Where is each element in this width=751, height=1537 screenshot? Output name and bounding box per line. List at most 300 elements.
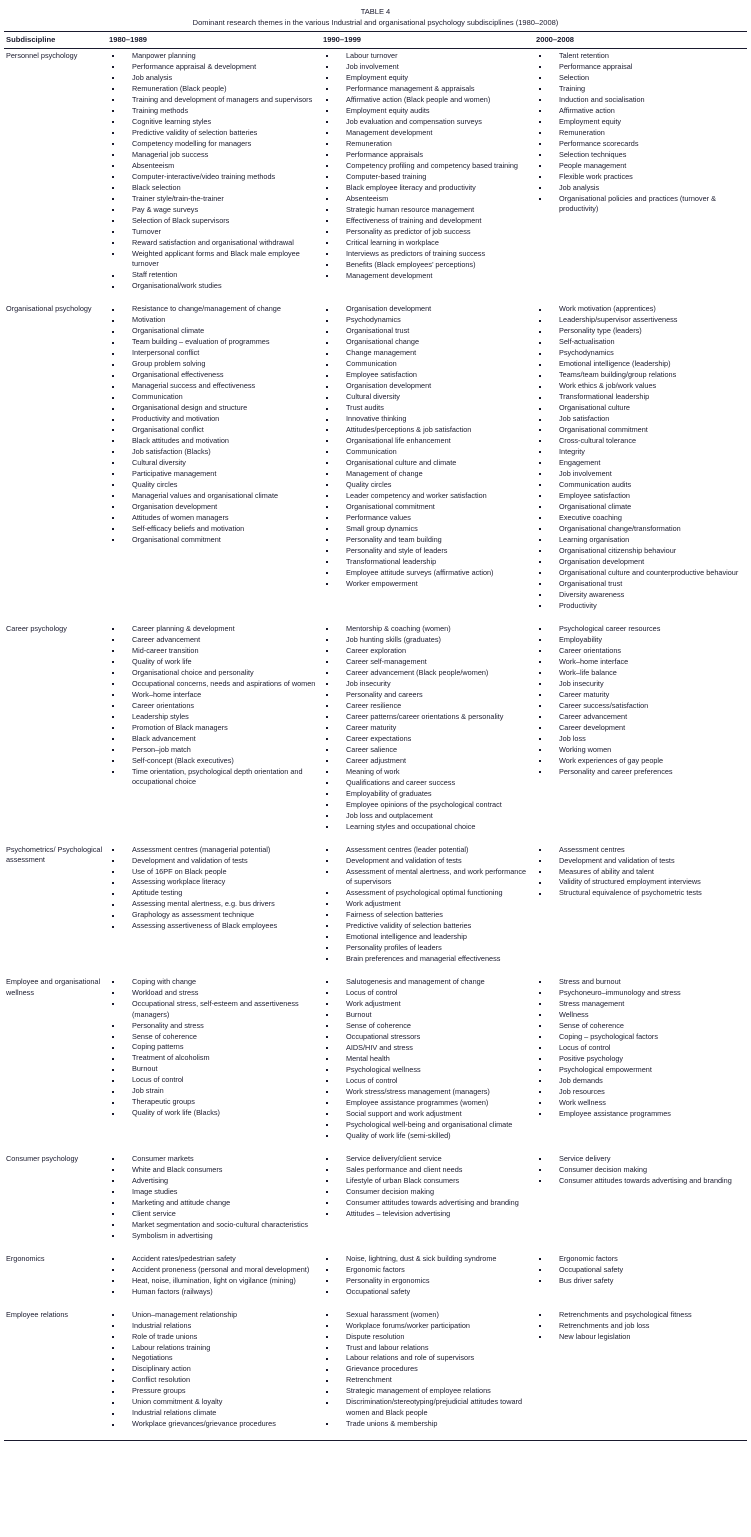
theme-item: Worker empowerment [323, 579, 532, 590]
theme-item: Learning styles and occupational choice [323, 822, 532, 833]
theme-item: Organisation development [536, 557, 745, 568]
themes-cell-period-2 [321, 49, 534, 303]
theme-item: Predictive validity of selection batteries [109, 128, 319, 139]
theme-item: Career patterns/career orientations & personality [323, 712, 532, 723]
theme-item: Employability [536, 635, 745, 646]
subdiscipline-cell: Employee relations [6, 1309, 69, 1319]
theme-item: Personality profiles of leaders [323, 943, 532, 954]
theme-item: Performance scorecards [536, 139, 745, 150]
theme-item: Communication [109, 392, 319, 403]
theme-item: Noise, lightning, dust & sick building syndrome [323, 1254, 532, 1265]
themes-cell-period-3 [534, 49, 747, 303]
theme-item: Sales performance and client needs [323, 1165, 532, 1176]
themes-list [323, 1154, 532, 1220]
theme-item: Teams/team building/group relations [536, 370, 745, 381]
theme-item: Role of trade unions [109, 1332, 319, 1343]
themes-list [536, 1254, 745, 1287]
theme-item: Job insecurity [536, 679, 745, 690]
theme-item: Organisational change [323, 337, 532, 348]
theme-item: Self-concept (Black executives) [109, 756, 319, 767]
theme-item: Small group dynamics [323, 524, 532, 535]
theme-item: Career advancement [536, 712, 745, 723]
themes-cell-period-3 [534, 1152, 747, 1252]
theme-item: Organisational design and structure [109, 403, 319, 414]
themes-cell-period-2 [321, 1308, 534, 1441]
theme-item: Organisational commitment [536, 425, 745, 436]
theme-item: Quality of work life (semi-skilled) [323, 1131, 532, 1142]
theme-item: Organisational trust [323, 326, 532, 337]
theme-item: Employee satisfaction [323, 370, 532, 381]
theme-item: Self-actualisation [536, 337, 745, 348]
theme-item: Affirmative action [536, 106, 745, 117]
theme-item: Psychoneuro–immunology and stress [536, 988, 745, 999]
theme-item: Employability of graduates [323, 789, 532, 800]
theme-item: Service delivery [536, 1154, 745, 1165]
theme-item: Computer-based training [323, 172, 532, 183]
themes-cell-period-1 [107, 1252, 321, 1308]
themes-cell-period-2 [321, 843, 534, 975]
themes-list [536, 845, 745, 900]
theme-item: Measures of ability and talent [536, 867, 745, 878]
subdiscipline-cell: Personnel psychology [6, 51, 78, 60]
theme-item: Pay & wage surveys [109, 205, 319, 216]
theme-item: Remuneration (Black people) [109, 84, 319, 95]
theme-item: Sense of coherence [536, 1021, 745, 1032]
theme-item: Staff retention [109, 270, 319, 281]
theme-item: Trainer style/train-the-trainer [109, 194, 319, 205]
theme-item: Organisational choice and personality [109, 668, 319, 679]
themes-list [536, 51, 745, 215]
theme-item: Competency profiling and competency based training [323, 161, 532, 172]
theme-item: Induction and socialisation [536, 95, 745, 106]
theme-item: Person–job match [109, 745, 319, 756]
theme-item: Market segmentation and socio-cultural characteristics [109, 1220, 319, 1231]
theme-item: Locus of control [536, 1043, 745, 1054]
theme-item: Performance values [323, 513, 532, 524]
column-header-period-2: 1990–1999 [323, 35, 362, 44]
theme-item: Employment equity audits [323, 106, 532, 117]
theme-item: Group problem solving [109, 359, 319, 370]
themes-cell-period-1 [107, 302, 321, 622]
theme-item: Personality and team building [323, 535, 532, 546]
theme-item: Assessment of mental alertness, and work performance of supervisors [323, 867, 532, 888]
theme-item: Job satisfaction (Blacks) [109, 447, 319, 458]
theme-item: Employee opinions of the psychological contract [323, 800, 532, 811]
theme-item: Quality circles [109, 480, 319, 491]
theme-item: Retrenchments and psychological fitness [536, 1310, 745, 1321]
theme-item: Leadership/supervisor assertiveness [536, 315, 745, 326]
theme-item: Black attitudes and motivation [109, 436, 319, 447]
theme-item: White and Black consumers [109, 1165, 319, 1176]
theme-item: Occupational stress, self-esteem and assertiveness (managers) [109, 999, 319, 1020]
theme-item: Heat, noise, illumination, light on vigilance (mining) [109, 1276, 319, 1287]
theme-item: Remuneration [536, 128, 745, 139]
theme-item: Organisational/work studies [109, 281, 319, 292]
theme-item: Employee assistance programmes (women) [323, 1098, 532, 1109]
theme-item: Performance management & appraisals [323, 84, 532, 95]
theme-item: Development and validation of tests [536, 856, 745, 867]
theme-item: Transformational leadership [536, 392, 745, 403]
research-themes-table [4, 31, 747, 1440]
theme-item: Transformational leadership [323, 557, 532, 568]
theme-item: Assessment centres (leader potential) [323, 845, 532, 856]
theme-item: Organisation development [109, 502, 319, 513]
themes-list [323, 1254, 532, 1298]
theme-item: Labour turnover [323, 51, 532, 62]
theme-item: Organisational culture and climate [323, 458, 532, 469]
theme-item: Job involvement [323, 62, 532, 73]
theme-item: Career development [536, 723, 745, 734]
table-row [4, 1152, 747, 1252]
theme-item: Communication audits [536, 480, 745, 491]
themes-cell-period-3 [534, 302, 747, 622]
theme-item: Training [536, 84, 745, 95]
themes-cell-period-2 [321, 1152, 534, 1252]
themes-list [536, 977, 745, 1119]
theme-item: Grievance procedures [323, 1364, 532, 1375]
theme-item: Cultural diversity [109, 458, 319, 469]
themes-list [323, 1310, 532, 1430]
theme-item: Weighted applicant forms and Black male employee turnover [109, 249, 319, 270]
theme-item: Mental health [323, 1054, 532, 1065]
theme-item: Career success/satisfaction [536, 701, 745, 712]
theme-item: Work–home interface [536, 657, 745, 668]
theme-item: Organisational commitment [323, 502, 532, 513]
theme-item: Consumer attitudes towards advertising and branding [536, 1176, 745, 1187]
theme-item: Managerial job success [109, 150, 319, 161]
theme-item: Career salience [323, 745, 532, 756]
theme-item: Work stress/stress management (managers) [323, 1087, 532, 1098]
theme-item: Absenteeism [109, 161, 319, 172]
theme-item: Trust audits [323, 403, 532, 414]
theme-item: Turnover [109, 227, 319, 238]
theme-item: Ergonomic factors [536, 1254, 745, 1265]
theme-item: Work motivation (apprentices) [536, 304, 745, 315]
theme-item: Computer-interactive/video training methods [109, 172, 319, 183]
table-header [4, 32, 747, 49]
theme-item: Fairness of selection batteries [323, 910, 532, 921]
theme-item: Disciplinary action [109, 1364, 319, 1375]
theme-item: Organisational climate [109, 326, 319, 337]
theme-item: Assessing workplace literacy [109, 877, 319, 888]
theme-item: Client service [109, 1209, 319, 1220]
themes-list [536, 304, 745, 611]
theme-item: Labour relations and role of supervisors [323, 1353, 532, 1364]
theme-item: Critical learning in workplace [323, 238, 532, 249]
theme-item: Performance appraisals [323, 150, 532, 161]
theme-item: Personality and career preferences [536, 767, 745, 778]
theme-item: Interpersonal conflict [109, 348, 319, 359]
theme-item: Career planning & development [109, 624, 319, 635]
subdiscipline-cell: Psychometrics/ Psychological assessment [6, 844, 103, 865]
theme-item: Integrity [536, 447, 745, 458]
theme-item: Job satisfaction [536, 414, 745, 425]
theme-item: Union–management relationship [109, 1310, 319, 1321]
theme-item: People management [536, 161, 745, 172]
theme-item: Black selection [109, 183, 319, 194]
theme-item: Time orientation, psychological depth orientation and occupational choice [109, 767, 319, 788]
theme-item: Management development [323, 128, 532, 139]
theme-item: Career maturity [323, 723, 532, 734]
theme-item: Cognitive learning styles [109, 117, 319, 128]
themes-list [109, 977, 319, 1119]
theme-item: Service delivery/client service [323, 1154, 532, 1165]
theme-item: Promotion of Black managers [109, 723, 319, 734]
theme-item: Coping with change [109, 977, 319, 988]
table-body [4, 49, 747, 1441]
theme-item: Attitudes – television advertising [323, 1209, 532, 1220]
table-row [4, 302, 747, 622]
theme-item: Advertising [109, 1176, 319, 1187]
theme-item: Organisational culture and counterproductive behaviour [536, 568, 745, 579]
themes-list [323, 624, 532, 832]
theme-item: Sense of coherence [109, 1032, 319, 1043]
theme-item: Mentorship & coaching (women) [323, 624, 532, 635]
theme-item: Graphology as assessment technique [109, 910, 319, 921]
theme-item: Team building – evaluation of programmes [109, 337, 319, 348]
theme-item: Ergonomic factors [323, 1265, 532, 1276]
theme-item: Locus of control [323, 1076, 532, 1087]
themes-cell-period-1 [107, 1308, 321, 1441]
theme-item: Wellness [536, 1010, 745, 1021]
theme-item: Selection [536, 73, 745, 84]
theme-item: Treatment of alcoholism [109, 1053, 319, 1064]
theme-item: Attitudes/perceptions & job satisfaction [323, 425, 532, 436]
theme-item: Strategic human resource management [323, 205, 532, 216]
theme-item: Human factors (railways) [109, 1287, 319, 1298]
themes-cell-period-3 [534, 843, 747, 975]
theme-item: Selection of Black supervisors [109, 216, 319, 227]
theme-item: Participative management [109, 469, 319, 480]
theme-item: Salutogenesis and management of change [323, 977, 532, 988]
theme-item: Selection techniques [536, 150, 745, 161]
theme-item: Personality in ergonomics [323, 1276, 532, 1287]
theme-item: Occupational stressors [323, 1032, 532, 1043]
theme-item: Training and development of managers and supervisors [109, 95, 319, 106]
theme-item: Consumer attitudes towards advertising and branding [323, 1198, 532, 1209]
theme-item: Retrenchment [323, 1375, 532, 1386]
themes-cell-period-2 [321, 975, 534, 1152]
theme-item: Job insecurity [323, 679, 532, 690]
theme-item: Strategic management of employee relations [323, 1386, 532, 1397]
themes-cell-period-3 [534, 1252, 747, 1308]
theme-item: Predictive validity of selection batteries [323, 921, 532, 932]
theme-item: Retrenchments and job loss [536, 1321, 745, 1332]
theme-item: Communication [323, 447, 532, 458]
theme-item: Psychological well-being and organisational climate [323, 1120, 532, 1131]
themes-list [536, 624, 745, 777]
theme-item: Organisational commitment [109, 535, 319, 546]
themes-list [536, 1154, 745, 1187]
themes-list [109, 845, 319, 932]
theme-item: Workplace forums/worker participation [323, 1321, 532, 1332]
theme-item: Job strain [109, 1086, 319, 1097]
themes-list [536, 1310, 745, 1343]
theme-item: Personality and stress [109, 1021, 319, 1032]
theme-item: Self-efficacy beliefs and motivation [109, 524, 319, 535]
themes-list [109, 304, 319, 545]
theme-item: Job involvement [536, 469, 745, 480]
theme-item: Emotional intelligence (leadership) [536, 359, 745, 370]
theme-item: Organisational trust [536, 579, 745, 590]
theme-item: Burnout [109, 1064, 319, 1075]
theme-item: Employment equity [536, 117, 745, 128]
theme-item: Organisation development [323, 381, 532, 392]
theme-item: Attitudes of women managers [109, 513, 319, 524]
theme-item: Affirmative action (Black people and women) [323, 95, 532, 106]
theme-item: Organisation development [323, 304, 532, 315]
theme-item: Quality of work life (Blacks) [109, 1108, 319, 1119]
theme-item: Competency modelling for managers [109, 139, 319, 150]
theme-item: Employment equity [323, 73, 532, 84]
table-number: TABLE 4 [360, 7, 391, 16]
theme-item: Assessment of psychological optimal functioning [323, 888, 532, 899]
theme-item: Assessment centres [536, 845, 745, 856]
theme-item: Career advancement [109, 635, 319, 646]
theme-item: Organisational life enhancement [323, 436, 532, 447]
themes-list [109, 624, 319, 788]
theme-item: AIDS/HIV and stress [323, 1043, 532, 1054]
theme-item: Career expectations [323, 734, 532, 745]
theme-item: Occupational concerns, needs and aspirations of women [109, 679, 319, 690]
theme-item: Bus driver safety [536, 1276, 745, 1287]
theme-item: Discrimination/stereotyping/prejudicial attitudes toward women and Black people [323, 1397, 532, 1418]
theme-item: Career advancement (Black people/women) [323, 668, 532, 679]
theme-item: Productivity [536, 601, 745, 612]
subdiscipline-cell: Ergonomics [6, 1253, 45, 1263]
theme-item: Manpower planning [109, 51, 319, 62]
themes-cell-period-1 [107, 1152, 321, 1252]
theme-item: Personality and style of leaders [323, 546, 532, 557]
theme-item: Career orientations [536, 646, 745, 657]
theme-item: New labour legislation [536, 1332, 745, 1343]
subdiscipline-cell: Career psychology [6, 623, 67, 633]
theme-item: Sense of coherence [323, 1021, 532, 1032]
theme-item: Job loss [536, 734, 745, 745]
table-caption [4, 6, 747, 28]
theme-item: Accident rates/pedestrian safety [109, 1254, 319, 1265]
theme-item: Consumer decision making [323, 1187, 532, 1198]
theme-item: Stress and burnout [536, 977, 745, 988]
theme-item: Job evaluation and compensation surveys [323, 117, 532, 128]
theme-item: Reward satisfaction and organisational withdrawal [109, 238, 319, 249]
theme-item: Negotiations [109, 1353, 319, 1364]
theme-item: Organisational climate [536, 502, 745, 513]
table-row [4, 622, 747, 843]
theme-item: Career orientations [109, 701, 319, 712]
themes-cell-period-3 [534, 975, 747, 1152]
theme-item: Talent retention [536, 51, 745, 62]
theme-item: Organisational policies and practices (turnover & productivity) [536, 194, 745, 215]
theme-item: Career exploration [323, 646, 532, 657]
table-row [4, 975, 747, 1152]
theme-item: Employee satisfaction [536, 491, 745, 502]
theme-item: Diversity awareness [536, 590, 745, 601]
theme-item: Dispute resolution [323, 1332, 532, 1343]
theme-item: Development and validation of tests [109, 856, 319, 867]
theme-item: Validity of structured employment interviews [536, 877, 745, 888]
theme-item: Organisational change/transformation [536, 524, 745, 535]
theme-item: Job analysis [536, 183, 745, 194]
theme-item: Social support and work adjustment [323, 1109, 532, 1120]
theme-item: Leader competency and worker satisfaction [323, 491, 532, 502]
theme-item: Psychological career resources [536, 624, 745, 635]
themes-list [109, 51, 319, 292]
theme-item: Work adjustment [323, 999, 532, 1010]
theme-item: Career adjustment [323, 756, 532, 767]
theme-item: Industrial relations climate [109, 1408, 319, 1419]
theme-item: Assessing assertiveness of Black employees [109, 921, 319, 932]
themes-list [323, 51, 532, 281]
themes-cell-period-1 [107, 622, 321, 843]
themes-list [109, 1154, 319, 1241]
theme-item: Learning organisation [536, 535, 745, 546]
themes-cell-period-1 [107, 843, 321, 975]
theme-item: Career maturity [536, 690, 745, 701]
theme-item: Use of 16PF on Black people [109, 867, 319, 878]
theme-item: Leadership styles [109, 712, 319, 723]
theme-item: Flexible work practices [536, 172, 745, 183]
theme-item: Employee assistance programmes [536, 1109, 745, 1120]
theme-item: Managerial success and effectiveness [109, 381, 319, 392]
subdiscipline-cell: Consumer psychology [6, 1153, 79, 1163]
theme-item: Management of change [323, 469, 532, 480]
theme-item: Working women [536, 745, 745, 756]
theme-item: Union commitment & loyalty [109, 1397, 319, 1408]
themes-list [323, 304, 532, 589]
themes-list [323, 845, 532, 965]
theme-item: Training methods [109, 106, 319, 117]
theme-item: Motivation [109, 315, 319, 326]
theme-item: Workplace grievances/grievance procedures [109, 1419, 319, 1430]
theme-item: Accident proneness (personal and moral development) [109, 1265, 319, 1276]
column-header-period-3: 2000–2008 [536, 35, 575, 44]
theme-item: Quality circles [323, 480, 532, 491]
theme-item: Lifestyle of urban Black consumers [323, 1176, 532, 1187]
theme-item: Occupational safety [536, 1265, 745, 1276]
subdiscipline-cell: Employee and organisational wellness [6, 976, 101, 997]
theme-item: Personality type (leaders) [536, 326, 745, 337]
theme-item: Managerial values and organisational climate [109, 491, 319, 502]
table-row [4, 1308, 747, 1441]
themes-cell-period-1 [107, 49, 321, 303]
theme-item: Conflict resolution [109, 1375, 319, 1386]
theme-item: Assessment centres (managerial potential) [109, 845, 319, 856]
themes-cell-period-3 [534, 622, 747, 843]
themes-cell-period-3 [534, 1308, 747, 1441]
theme-item: Interviews as predictors of training success [323, 249, 532, 260]
themes-cell-period-2 [321, 1252, 534, 1308]
theme-item: Job hunting skills (graduates) [323, 635, 532, 646]
theme-item: Emotional intelligence and leadership [323, 932, 532, 943]
theme-item: Workload and stress [109, 988, 319, 999]
theme-item: Career self-management [323, 657, 532, 668]
theme-item: Industrial relations [109, 1321, 319, 1332]
theme-item: Career resilience [323, 701, 532, 712]
theme-item: Cross-cultural tolerance [536, 436, 745, 447]
themes-cell-period-2 [321, 302, 534, 622]
theme-item: Work–life balance [536, 668, 745, 679]
theme-item: Change management [323, 348, 532, 359]
theme-item: Psychodynamics [323, 315, 532, 326]
theme-item: Development and validation of tests [323, 856, 532, 867]
theme-item: Trade unions & membership [323, 1419, 532, 1430]
theme-item: Consumer markets [109, 1154, 319, 1165]
theme-item: Innovative thinking [323, 414, 532, 425]
theme-item: Work adjustment [323, 899, 532, 910]
theme-item: Locus of control [323, 988, 532, 999]
theme-item: Work experiences of gay people [536, 756, 745, 767]
